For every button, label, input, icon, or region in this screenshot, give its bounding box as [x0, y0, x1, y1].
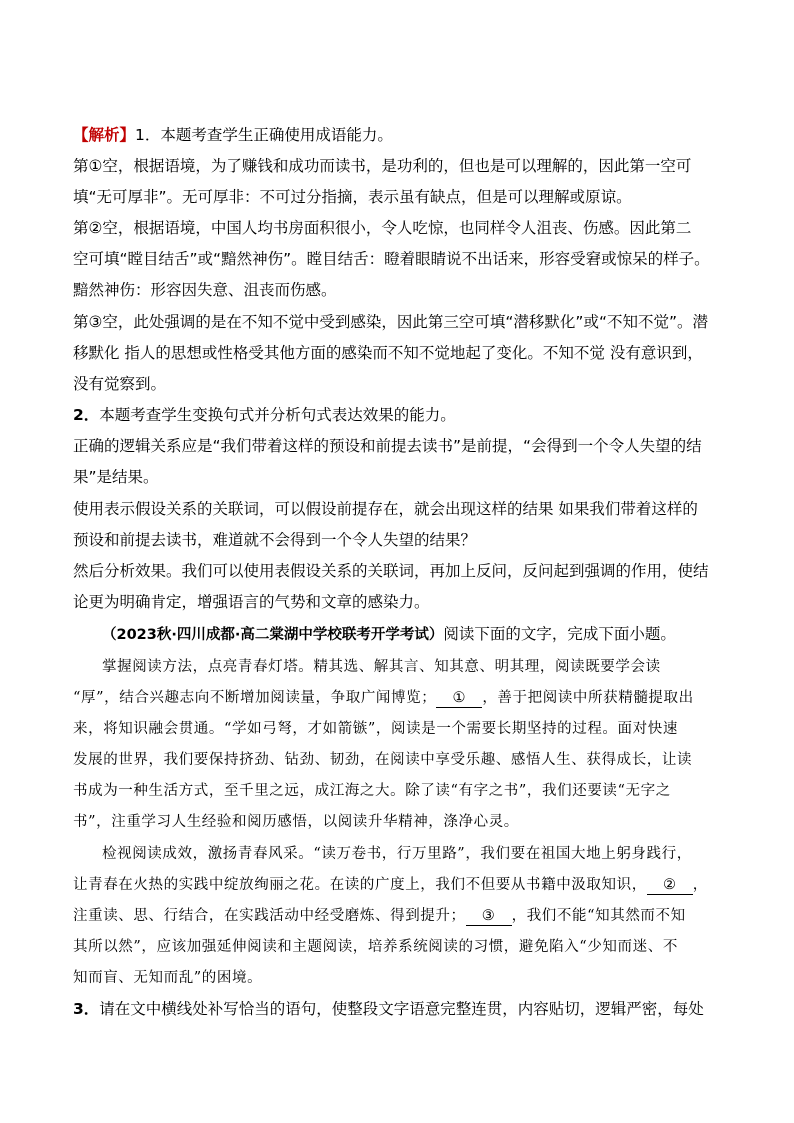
- analysis-line-9: 没有觉察到。: [73, 375, 167, 393]
- passage-p1-line-4: 发展的世界，我们要保持挤劲、钻劲、韧劲，在阅读中享受乐趣、感悟人生、获得成长，让读: [73, 752, 693, 768]
- analysis-line-2: 第①空，根据语境，为了赚钱和成功而读书，是功利的，但也是可以理解的，因此第一空可: [73, 157, 692, 175]
- passage-p1-line-1: 掌握阅读方法，点亮青春灯塔。精其选、解其言、知其意、明其理，阅读既要学会读: [102, 659, 661, 675]
- blank-1: ①: [436, 689, 482, 708]
- q2-line-3: 果”是结果。: [73, 468, 159, 486]
- analysis-line-4: 第②空，根据语境，中国人均书房面积很小，令人吃惊，也同样令人沮丧、伤感。因此第二: [73, 219, 692, 237]
- passage-p2-line-4: 其所以然”，应该加强延伸阅读和主题阅读，培养系统阅读的习惯，避免陷入“少知而迷、不: [73, 939, 678, 955]
- q2-line-7: 论更为明确肯定，增强语言的气势和文章的感染力。: [73, 593, 430, 611]
- q2-line-6: 然后分析效果。我们可以使用表假设关系的关联词，再加上反问，反问起到强调的作用，使结: [73, 562, 709, 580]
- source-label: （2023秋·四川成都·高二棠湖中学校联考开学考试）: [102, 627, 444, 643]
- passage-p2-line-3: 注重读、思、行结合，在实践活动中经受磨炼、得到提升； ③ ，我们不能“知其然而不知: [73, 908, 686, 924]
- q2-line-5: 预设和前提去读书，难道就不会得到一个令人失望的结果？: [73, 531, 477, 549]
- passage-p2-line-5: 知而盲、无知而乱”的困境。: [73, 970, 263, 986]
- blank-2: ②: [647, 876, 693, 895]
- analysis-line-6: 黯然神伤：形容因失意、沮丧而伤感。: [73, 281, 337, 299]
- analysis-line-7: 第③空，此处强调的是在不知不觉中受到感染，因此第三空可填“潜移默化”或“不知不觉”。潜: [73, 313, 709, 331]
- passage-p2-line-2: 让青春在火热的实践中绽放绚丽之花。在读的广度上，我们不但要从书籍中汲取知识， ② ，: [73, 877, 708, 893]
- passage-p1-line-2: “厚”，结合兴趣志向不断增加阅读量，争取广闻博览； ① ，善于把阅读中所获精髓提取出: [73, 690, 694, 706]
- passage-p1-line-3: 来，将知识融会贯通。“学如弓弩，才如箭镞”，阅读是一个需要长期坚持的过程。面对快速: [73, 721, 678, 737]
- analysis-line-3: 填“无可厚非”。无可厚非：不可过分指摘，表示虽有缺点，但是可以理解或原谅。: [73, 188, 632, 206]
- analysis-tag: 【解析】: [73, 126, 136, 144]
- blank-3: ③: [466, 907, 512, 926]
- analysis-line-5: 空可填“瞠目结舌”或“黯然神伤”。瞠目结舌：瞪着眼睛说不出话来，形容受窘或惊呆的样子。: [73, 250, 710, 268]
- q3-line: [73, 999, 733, 1019]
- q2-line-2: 正确的逻辑关系应是“我们带着这样的预设和前提去读书”是前提，“会得到一个令人失望的结: [73, 437, 702, 455]
- q3-number: 3．: [73, 1000, 100, 1018]
- source-instruction: 阅读下面的文字，完成下面小题。: [443, 625, 676, 643]
- analysis-line-1: 【解析】1．本题考查学生正确使用成语能力。: [73, 126, 393, 144]
- q2-line-1: 2．本题考查学生变换句式并分析句式表达效果的能力。: [73, 406, 456, 424]
- q2-number: 2．: [73, 406, 100, 424]
- q3-text: 请在文中横线处补写恰当的语句，使整段文字语意完整连贯，内容贴切，逻辑严密，每处: [99, 1000, 704, 1018]
- passage-p2-line-1: 检视阅读成效，激扬青春风采。“读万卷书，行万里路”，我们要在祖国大地上躬身践行，: [102, 846, 692, 862]
- passage-p1-line-6: 书”，注重学习人生经验和阅历感悟，以阅读升华精神，涤净心灵。: [73, 814, 519, 830]
- passage-p1-line-5: 书成为一种生活方式，至千里之远，成江海之大。除了读“有字之书”，我们还要读“无字之: [73, 783, 671, 799]
- source-line: [102, 624, 762, 645]
- analysis-line-8: 移默化 指人的思想或性格受其他方面的感染而不知不觉地起了变化。不知不觉 没有意识到，: [73, 344, 703, 362]
- q2-line-4: 使用表示假设关系的关联词，可以假设前提存在，就会出现这样的结果 如果我们带着这样的: [73, 500, 698, 518]
